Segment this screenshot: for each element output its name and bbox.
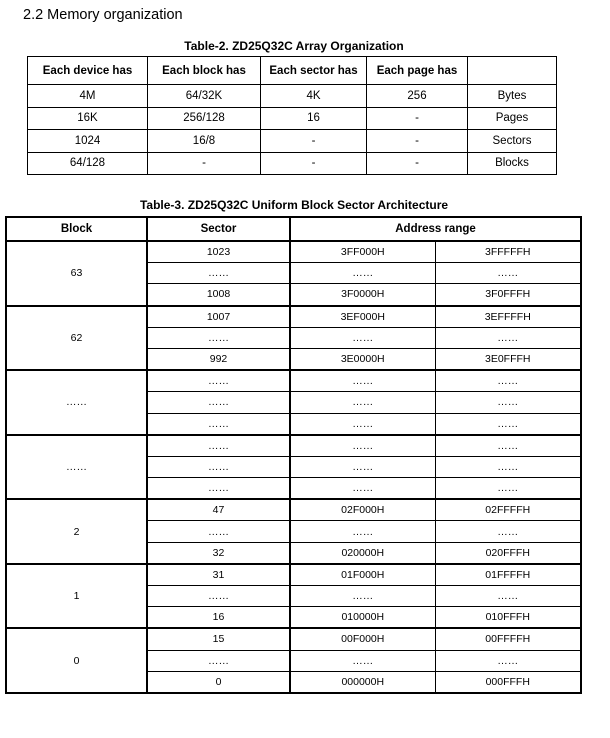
sector-number: 992 [147, 348, 290, 370]
table3-caption: Table-3. ZD25Q32C Uniform Block Sector Architecture [139, 198, 449, 212]
table2-row [28, 152, 557, 175]
address-end: 000FFFH [435, 671, 581, 693]
array-organization-table [27, 56, 557, 175]
table2-cell: 4K [261, 85, 367, 108]
address-start: …… [290, 478, 435, 500]
sector-number: …… [147, 413, 290, 435]
address-end: …… [435, 521, 581, 542]
sector-number: …… [147, 456, 290, 477]
address-start: …… [290, 456, 435, 477]
address-end: …… [435, 435, 581, 457]
address-end: 3FFFFFH [435, 241, 581, 263]
address-end: …… [435, 327, 581, 348]
table2-cell: 16K [28, 107, 148, 130]
block-number: …… [6, 435, 147, 500]
table2-row [28, 85, 557, 108]
table2-header-row [28, 57, 557, 85]
table2-header-cell: Each sector has [261, 57, 367, 85]
table2-header-cell: Each device has [28, 57, 148, 85]
table3-header-address-range: Address range [290, 217, 581, 241]
table2-cell: 256 [367, 85, 468, 108]
table2-cell: - [261, 152, 367, 175]
table2-cell: Blocks [468, 152, 557, 175]
address-start: 3F0000H [290, 284, 435, 306]
table3-header-block: Block [6, 217, 147, 241]
table2-row [28, 107, 557, 130]
table2-cell: - [261, 130, 367, 153]
table3-row [6, 628, 581, 650]
address-end: 010FFFH [435, 607, 581, 629]
block-number: 1 [6, 564, 147, 629]
table3-row [6, 306, 581, 328]
sector-number: …… [147, 650, 290, 671]
address-start: …… [290, 370, 435, 392]
sector-number: 47 [147, 499, 290, 521]
block-number: …… [6, 370, 147, 435]
table3-row [6, 435, 581, 457]
table2-cell: - [148, 152, 261, 175]
table2-cell: 16 [261, 107, 367, 130]
address-start: …… [290, 435, 435, 457]
address-start: 020000H [290, 542, 435, 564]
address-end: …… [435, 586, 581, 607]
address-start: 000000H [290, 671, 435, 693]
address-end: …… [435, 456, 581, 477]
block-number: 62 [6, 306, 147, 371]
address-start: 3E0000H [290, 348, 435, 370]
address-end: …… [435, 370, 581, 392]
sector-number: 31 [147, 564, 290, 586]
address-start: 00F000H [290, 628, 435, 650]
table2-cell: Pages [468, 107, 557, 130]
sector-architecture-table [5, 216, 582, 694]
sector-number: …… [147, 435, 290, 457]
block-number: 2 [6, 499, 147, 564]
address-start: …… [290, 413, 435, 435]
table2-cell: - [367, 152, 468, 175]
table3-row [6, 564, 581, 586]
sector-number: 1023 [147, 241, 290, 263]
block-number: 63 [6, 241, 147, 306]
address-start: …… [290, 586, 435, 607]
sector-number: 32 [147, 542, 290, 564]
table2-cell: 1024 [28, 130, 148, 153]
address-start: …… [290, 263, 435, 284]
sector-number: …… [147, 392, 290, 413]
table2-row [28, 130, 557, 153]
address-start: …… [290, 327, 435, 348]
sector-number: …… [147, 327, 290, 348]
address-start: …… [290, 521, 435, 542]
address-end: 3E0FFFH [435, 348, 581, 370]
address-end: …… [435, 392, 581, 413]
section-heading: 2.2 Memory organization [23, 7, 183, 23]
table2-cell: - [367, 107, 468, 130]
table2-cell: 4M [28, 85, 148, 108]
address-start: …… [290, 392, 435, 413]
address-start: 010000H [290, 607, 435, 629]
address-end: …… [435, 413, 581, 435]
address-end: 02FFFFH [435, 499, 581, 521]
address-end: …… [435, 478, 581, 500]
table2-header-cell [468, 57, 557, 85]
sector-number: …… [147, 586, 290, 607]
address-start: 3FF000H [290, 241, 435, 263]
address-start: …… [290, 650, 435, 671]
block-number: 0 [6, 628, 147, 693]
sector-number: 15 [147, 628, 290, 650]
address-end: 00FFFFH [435, 628, 581, 650]
sector-number: 1008 [147, 284, 290, 306]
table2-cell: Bytes [468, 85, 557, 108]
sector-number: …… [147, 263, 290, 284]
table2-cell: 64/32K [148, 85, 261, 108]
address-end: 3F0FFFH [435, 284, 581, 306]
table2-header-cell: Each block has [148, 57, 261, 85]
address-end: 020FFFH [435, 542, 581, 564]
address-start: 02F000H [290, 499, 435, 521]
address-end: …… [435, 263, 581, 284]
sector-number: 0 [147, 671, 290, 693]
sector-number: 16 [147, 607, 290, 629]
table3-header-row [6, 217, 581, 241]
address-start: 3EF000H [290, 306, 435, 328]
table2-caption: Table-2. ZD25Q32C Array Organization [184, 39, 404, 53]
table2-cell: Sectors [468, 130, 557, 153]
sector-number: …… [147, 370, 290, 392]
table3-row [6, 241, 581, 263]
table3-header-sector: Sector [147, 217, 290, 241]
table2-cell: 256/128 [148, 107, 261, 130]
sector-number: …… [147, 521, 290, 542]
address-end: 01FFFFH [435, 564, 581, 586]
sector-number: …… [147, 478, 290, 500]
table3-row [6, 370, 581, 392]
address-end: 3EFFFFH [435, 306, 581, 328]
table2-header-cell: Each page has [367, 57, 468, 85]
table3-row [6, 499, 581, 521]
table2-cell: 64/128 [28, 152, 148, 175]
table2-cell: - [367, 130, 468, 153]
address-start: 01F000H [290, 564, 435, 586]
address-end: …… [435, 650, 581, 671]
sector-number: 1007 [147, 306, 290, 328]
table2-cell: 16/8 [148, 130, 261, 153]
